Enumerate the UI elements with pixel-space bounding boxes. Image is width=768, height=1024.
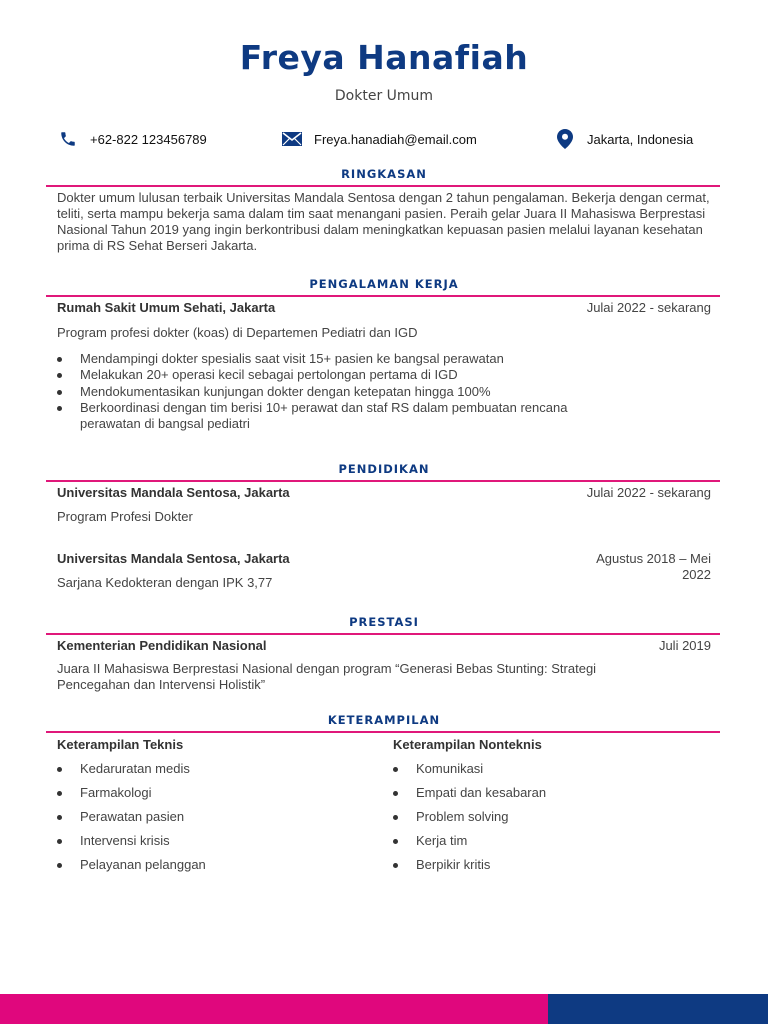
skills-divider: [46, 731, 720, 733]
list-item: Kerja tim: [393, 833, 673, 857]
achievements-heading: PRESTASI: [349, 615, 419, 629]
education-degree: Program Profesi Dokter: [57, 509, 193, 524]
list-item: Empati dan kesabaran: [393, 785, 673, 809]
achievement-text: Juara II Mahasiswa Berprestasi Nasional dengan program “Generasi Bebas Stunting: Strategi Pencegahan dan Intervensi Holistik”: [57, 661, 597, 692]
education-date: Agustus 2018 – Mei 2022: [596, 551, 711, 582]
list-item: Perawatan pasien: [57, 809, 337, 833]
list-item: Pelayanan pelanggan: [57, 857, 337, 881]
list-item: Mendokumentasikan kunjungan dokter dengan ketepatan hingga 100%: [57, 384, 577, 400]
location-pin-icon: [555, 129, 575, 149]
list-item: Mendampingi dokter spesialis saat visit 15+ pasien ke bangsal perawatan: [57, 351, 577, 367]
education-heading: PENDIDIKAN: [338, 462, 430, 476]
skills-heading: KETERAMPILAN: [327, 713, 441, 727]
education-date: Julai 2022 - sekarang: [586, 485, 711, 500]
education-organization: Universitas Mandala Sentosa, Jakarta: [57, 551, 290, 566]
contact-email: [282, 129, 477, 149]
summary-heading: RINGKASAN: [341, 167, 427, 181]
list-item: Farmakologi: [57, 785, 337, 809]
technical-skills-heading: Keterampilan Teknis: [57, 737, 184, 752]
location-text: Jakarta, Indonesia: [587, 131, 694, 147]
list-item: Problem solving: [393, 809, 673, 833]
footer-bar-pink: [0, 994, 548, 1024]
experience-divider: [46, 295, 720, 297]
contact-phone: [58, 129, 207, 149]
envelope-icon: [282, 129, 302, 149]
experience-organization: Rumah Sakit Umum Sehati, Jakarta: [57, 300, 276, 315]
experience-date: Julai 2022 - sekarang: [586, 300, 711, 315]
experience-heading: PENGALAMAN KERJA: [309, 277, 459, 291]
list-item: Intervensi krisis: [57, 833, 337, 857]
experience-bullets: [57, 351, 577, 432]
nontechnical-skills-list: [393, 761, 673, 881]
experience-role: Program profesi dokter (koas) di Departemen Pediatri dan IGD: [57, 325, 418, 340]
education-degree: Sarjana Kedokteran dengan IPK 3,77: [57, 575, 273, 590]
list-item: Komunikasi: [393, 761, 673, 785]
email-address: Freya.hanadiah@email.com: [314, 131, 477, 147]
list-item: Berkoordinasi dengan tim berisi 10+ perawat dan staf RS dalam pembuatan rencana perawatan di bangsal pediatri: [57, 400, 577, 433]
education-divider: [46, 480, 720, 482]
nontechnical-skills-heading: Keterampilan Nonteknis: [393, 737, 542, 752]
achievement-organization: Kementerian Pendidikan Nasional: [57, 638, 267, 653]
contact-location: [555, 129, 693, 149]
candidate-name: Freya Hanafiah: [239, 38, 529, 77]
footer-bar-blue: [548, 994, 768, 1024]
job-title: Dokter Umum: [334, 88, 434, 104]
achievement-date: Juli 2019: [658, 638, 711, 653]
summary-divider: [46, 185, 720, 187]
technical-skills-list: [57, 761, 337, 881]
phone-icon: [58, 129, 78, 149]
list-item: Kedaruratan medis: [57, 761, 337, 785]
list-item: Melakukan 20+ operasi kecil sebagai pertolongan pertama di IGD: [57, 367, 577, 383]
summary-text: Dokter umum lulusan terbaik Universitas Mandala Sentosa dengan 2 tahun pengalaman. Bekerja dengan cermat, teliti, serta mampu bekerja sama dalam tim saat menangani pasien. Peraih gelar Juara II Mahasiswa Berprestasi Nasional Tahun 2019 yang ingin berkontribusi dalam meningkatkan kepuasan pasien melalui layanan kesehatan prima di RS Sehat Berseri Jakarta.: [57, 190, 710, 253]
education-organization: Universitas Mandala Sentosa, Jakarta: [57, 485, 290, 500]
phone-number: +62-822 123456789: [90, 131, 207, 147]
list-item: Berpikir kritis: [393, 857, 673, 881]
achievements-divider: [46, 633, 720, 635]
